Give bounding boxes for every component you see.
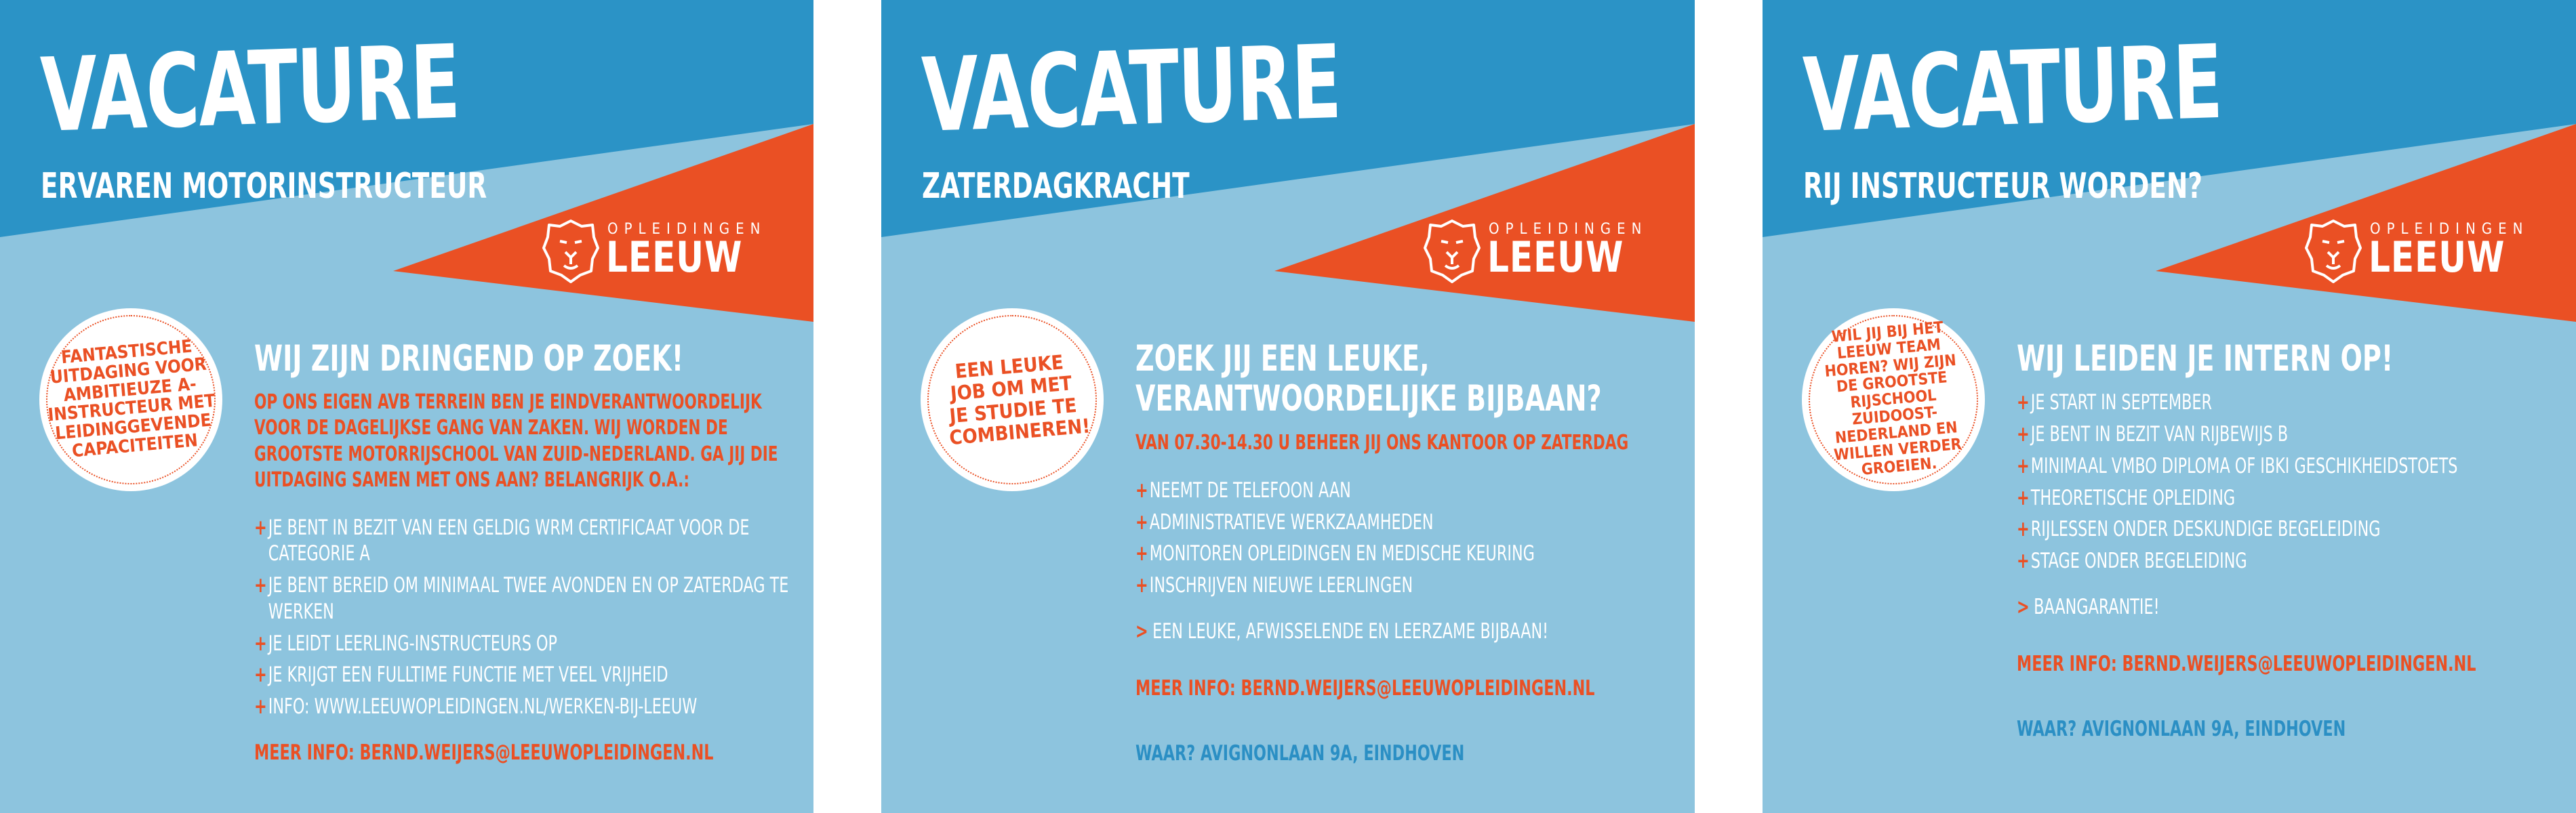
list-item [254, 515, 802, 568]
logo-brand-text: LEEUW [2369, 232, 2505, 282]
chevron-right-icon: > [1135, 619, 1148, 644]
content-intro: OP ONS EIGEN AVB TERREIN BEN JE EINDVERANTWOORDELIJK VOOR DE DAGELIJKSE GANG VAN ZAKEN. WIJ WORDEN DE GROOTSTE MOTORRIJSCHOOL VAN ZUID-NEDERLAND. GA JIJ DIE UITDAGING SAMEN MET ONS AAN? BELANGRIJK O.A.: [254, 390, 778, 492]
vacancy-subtitle: ZATERDAGKRACHT [922, 166, 1190, 207]
plus-icon: + [2017, 390, 2030, 415]
plus-icon: + [254, 631, 267, 656]
highlight-line [2017, 595, 2564, 619]
list-item [2017, 485, 2564, 512]
list-item-text: MONITOREN OPLEIDINGEN EN MEDISCHE KEURING [1149, 541, 1535, 566]
list-item-text: INFO: WWW.LEEUWOPLEIDINGEN.NL/WERKEN-BIJ-LEEUW [268, 694, 698, 720]
plus-icon: + [2017, 485, 2030, 510]
plus-icon: + [1135, 541, 1148, 566]
contact-info: MEER INFO: BERND.WEIJERS@LEEUWOPLEIDINGEN.NL [1135, 675, 1595, 701]
contact-info: MEER INFO: BERND.WEIJERS@LEEUWOPLEIDINGEN.NL [254, 740, 714, 765]
list-item-text: NEEMT DE TELEFOON AAN [1149, 478, 1351, 503]
vacancy-title: VACATURE [1801, 23, 2223, 155]
badge-text: FANTASTISCHE UITDAGING VOOR AMBITIEUZE A-INSTRUCTEUR MET LEIDINGGEVENDE CAPACITEITEN [47, 336, 216, 462]
vacancy-content [2017, 339, 2566, 741]
content-heading: WIJ ZIJN DRINGEND OP ZOEK! [254, 338, 684, 379]
vacancy-subtitle: ERVAREN MOTORINSTRUCTEUR [41, 166, 487, 207]
requirements-list [2017, 390, 2564, 575]
list-item [2017, 390, 2564, 416]
content-heading: ZOEK JIJ EEN LEUKE, VERANTWOORDELIJKE BIJBAAN? [1135, 338, 1602, 420]
list-item-text: RIJLESSEN ONDER DESKUNDIGE BEGELEIDING [2030, 517, 2381, 542]
list-item [2017, 516, 2564, 543]
requirements-list [254, 515, 802, 720]
list-item-text: ADMINISTRATIEVE WERKZAAMHEDEN [1149, 509, 1434, 535]
tasks-list [1135, 478, 1683, 599]
plus-icon: + [1135, 509, 1148, 535]
list-item-text: STAGE ONDER BEGELEIDING [2030, 549, 2247, 574]
logo-brand-text: LEEUW [1487, 232, 1624, 282]
list-item [2017, 548, 2564, 575]
leeuw-logo [2305, 218, 2539, 286]
lion-head-icon [542, 218, 599, 283]
lion-head-icon [1424, 218, 1481, 283]
vacancy-card-motorinstructeur [0, 0, 813, 813]
lion-head-icon [2305, 218, 2362, 283]
list-item-text: JE LEIDT LEERLING-INSTRUCTEURS OP [268, 631, 557, 656]
plus-icon: + [254, 663, 267, 688]
leeuw-logo [542, 218, 776, 286]
list-item [1135, 541, 1683, 567]
list-item-text: JE BENT IN BEZIT VAN RIJBEWIJS B [2030, 422, 2289, 447]
plus-icon: + [2017, 517, 2030, 542]
leeuw-logo [1424, 218, 1657, 286]
logo-org-text: OPLEIDINGEN [1489, 221, 1648, 238]
logo-org-text: OPLEIDINGEN [2370, 221, 2529, 238]
list-item [1135, 572, 1683, 599]
address-info: WAAR? AVIGNONLAAN 9A, EINDHOVEN [2017, 716, 2346, 741]
plus-icon: + [2017, 422, 2030, 447]
vacancy-card-rij-instructeur [1763, 0, 2576, 813]
highlight-badge [1802, 308, 1985, 491]
list-item [254, 662, 802, 688]
address-info: WAAR? AVIGNONLAAN 9A, EINDHOVEN [1135, 741, 1465, 766]
content-heading: WIJ LEIDEN JE INTERN OP! [2017, 338, 2394, 379]
list-item-text: JE START IN SEPTEMBER [2030, 390, 2213, 415]
list-item [254, 572, 802, 625]
list-item-text: THEORETISCHE OPLEIDING [2030, 485, 2236, 510]
vacancy-title: VACATURE [920, 23, 1342, 155]
list-item-text: JE BENT BEREID OM MINIMAAL TWEE AVONDEN EN OP ZATERDAG TE WERKEN [268, 573, 789, 624]
list-item [254, 694, 802, 720]
content-intro: VAN 07.30-14.30 U BEHEER JIJ ONS KANTOOR OP ZATERDAG [1135, 430, 1629, 455]
logo-org-text: OPLEIDINGEN [607, 221, 767, 238]
vacancy-title: VACATURE [39, 23, 461, 155]
list-item [2017, 453, 2564, 480]
highlight-badge [39, 308, 222, 491]
logo-brand-text: LEEUW [606, 232, 743, 282]
list-item [1135, 478, 1683, 504]
list-item-text: JE KRIJGT EEN FULLTIME FUNCTIE MET VEEL VRIJHEID [268, 663, 668, 688]
plus-icon: + [1135, 478, 1148, 503]
highlight-line [1135, 619, 1683, 644]
highlight-text: EEN LEUKE, AFWISSELENDE EN LEERZAME BIJBAAN! [1152, 619, 1549, 644]
plus-icon: + [254, 515, 267, 540]
list-item [254, 631, 802, 657]
plus-icon: + [1135, 573, 1148, 598]
list-item-text: MINIMAAL VMBO DIPLOMA OF IBKI GESCHIKHEIDSTOETS [2030, 453, 2458, 478]
chevron-right-icon: > [2017, 594, 2030, 619]
list-item-text: INSCHRIJVEN NIEUWE LEERLINGEN [1149, 573, 1413, 598]
list-item [2017, 421, 2564, 448]
plus-icon: + [2017, 549, 2030, 574]
badge-text: WIL JIJ BIJ HET LEEUW TEAM HOREN? WIJ ZIJN DE GROOTSTE RIJSCHOOL ZUIDOOST-NEDERLAND EN WILLEN VERDER GROEIEN. [1824, 318, 1963, 479]
vacancy-content [254, 339, 803, 806]
vacancy-content [1135, 339, 1685, 766]
contact-info: MEER INFO: BERND.WEIJERS@LEEUWOPLEIDINGEN.NL [2017, 651, 2476, 676]
highlight-text: BAANGARANTIE! [2034, 594, 2160, 619]
badge-text: EEN LEUKE JOB OM MET JE STUDIE TE COMBINEREN! [948, 350, 1091, 450]
plus-icon: + [2017, 453, 2030, 478]
highlight-badge [921, 308, 1104, 491]
plus-icon: + [254, 573, 267, 598]
list-item [1135, 509, 1683, 536]
vacancy-subtitle: RIJ INSTRUCTEUR WORDEN? [1803, 166, 2203, 207]
vacancy-card-zaterdagkracht [881, 0, 1695, 813]
plus-icon: + [254, 694, 267, 720]
list-item-text: JE BENT IN BEZIT VAN EEN GELDIG WRM CERTIFICAAT VOOR DE CATEGORIE A [268, 515, 750, 566]
